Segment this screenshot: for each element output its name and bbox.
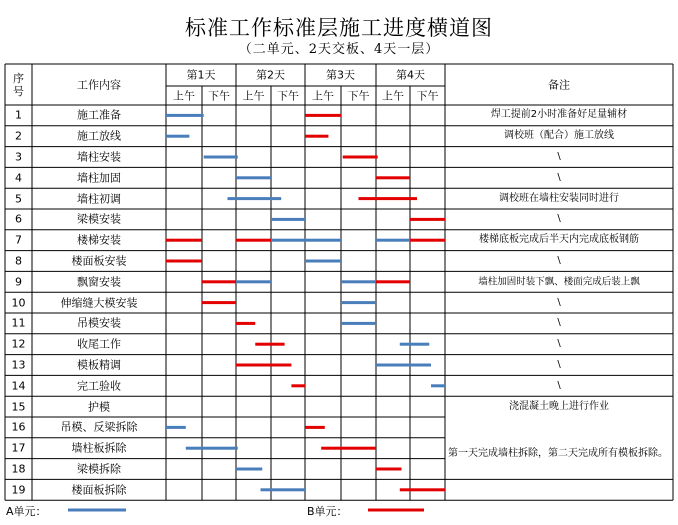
row-remark: \ xyxy=(557,338,561,350)
row-task-name: 楼面板拆除 xyxy=(71,483,127,497)
bar-unit-b xyxy=(359,197,418,200)
legend-a-label: A单元： xyxy=(6,505,47,518)
chart-title: 标准工作标准层施工进度横道图 xyxy=(185,16,493,40)
bar-unit-a xyxy=(376,239,410,242)
header-pm: 下午 xyxy=(208,89,230,102)
bar-unit-a xyxy=(376,364,431,367)
row-remark: \ xyxy=(557,171,561,183)
bar-unit-a xyxy=(236,176,271,179)
header-work: 工作内容 xyxy=(77,78,121,91)
bar-unit-b xyxy=(236,364,291,367)
bar-unit-b xyxy=(305,114,341,117)
merged-remark: 第一天完成墙柱拆除，第二天完成所有模板拆除。 xyxy=(448,447,668,459)
row-number: 7 xyxy=(15,233,22,247)
row-number: 11 xyxy=(11,316,26,330)
row-task-name: 吊模、反梁拆除 xyxy=(60,420,138,434)
legend-b-label: B单元： xyxy=(307,505,348,518)
row-task-name: 楼面板安装 xyxy=(71,254,127,268)
row-remark: \ xyxy=(557,296,561,308)
header-day-2: 第2天 xyxy=(256,68,285,82)
header-day-1: 第1天 xyxy=(186,68,216,82)
bar-unit-b xyxy=(305,426,325,429)
row-number: 10 xyxy=(11,296,26,310)
row-remark: 调校班在墙柱安装同时进行 xyxy=(499,192,619,204)
header-am: 上午 xyxy=(242,89,265,102)
row-remark: \ xyxy=(557,151,561,162)
bar-unit-a xyxy=(204,156,238,159)
row-task-name: 收尾工作 xyxy=(77,337,121,351)
chart-subtitle: （二单元、2天交板、4天一层） xyxy=(238,42,440,57)
row-remark: \ xyxy=(557,379,561,391)
row-task-name: 梁模安装 xyxy=(77,212,121,226)
row-remark: 焊工提前2小时准备好足量辅材 xyxy=(490,109,628,121)
row-number: 12 xyxy=(11,337,26,351)
row-number: 17 xyxy=(11,441,26,455)
bar-unit-a xyxy=(261,488,306,491)
header-pm: 下午 xyxy=(416,89,439,102)
bar-unit-a xyxy=(186,447,238,450)
bar-unit-b xyxy=(410,218,445,221)
row-number: 5 xyxy=(15,192,22,206)
row-task-name: 吊模安装 xyxy=(77,316,121,330)
row-remark: \ xyxy=(557,213,561,225)
row-remark: 浇混凝土晚上进行作业 xyxy=(509,400,609,412)
bar-unit-b xyxy=(343,156,378,159)
legend-bar-a xyxy=(68,509,126,512)
bar-unit-a xyxy=(305,260,341,263)
bar-unit-a xyxy=(166,114,204,117)
row-task-name: 楼梯安装 xyxy=(77,233,121,247)
row-task-name: 墙柱安装 xyxy=(77,150,121,164)
bar-unit-a xyxy=(166,135,189,138)
bar-unit-a xyxy=(236,280,271,283)
bar-unit-a xyxy=(228,197,282,200)
bar-unit-b xyxy=(236,322,255,325)
row-number: 15 xyxy=(11,400,26,414)
row-remark: \ xyxy=(557,317,561,329)
bar-unit-b xyxy=(236,239,271,242)
row-task-name: 梁模拆除 xyxy=(77,462,121,476)
header-day-4: 第4天 xyxy=(396,68,425,82)
bar-unit-a xyxy=(271,239,341,242)
header-pm: 下午 xyxy=(347,89,370,102)
header-am: 上午 xyxy=(382,89,404,102)
bar-unit-a xyxy=(166,426,186,429)
row-task-name: 施工放线 xyxy=(77,129,121,143)
row-remark: 墙柱加固时装下飘、楼面完成后装上飘 xyxy=(478,276,640,288)
bar-unit-b xyxy=(166,260,202,263)
row-number: 6 xyxy=(15,212,22,226)
legend-bar-b xyxy=(368,509,424,512)
header-am: 上午 xyxy=(173,89,195,102)
bar-unit-b xyxy=(321,447,376,450)
row-number: 9 xyxy=(15,275,22,289)
bar-unit-a xyxy=(400,343,429,346)
row-remark: \ xyxy=(557,359,561,370)
row-task-name: 护模 xyxy=(88,400,110,414)
row-number: 14 xyxy=(11,379,26,393)
row-task-name: 伸缩缝大模安装 xyxy=(60,296,138,310)
row-remark: \ xyxy=(557,255,561,266)
header-day-3: 第3天 xyxy=(326,68,355,82)
row-number: 4 xyxy=(15,171,22,185)
row-task-name: 墙柱加固 xyxy=(77,171,121,185)
row-task-name: 墙柱板拆除 xyxy=(71,441,127,455)
row-task-name: 完工验收 xyxy=(77,379,121,393)
bar-unit-b xyxy=(410,239,445,242)
row-number: 19 xyxy=(11,483,26,497)
bar-unit-a xyxy=(341,280,376,283)
row-number: 1 xyxy=(15,108,22,122)
row-remark: 楼梯底板完成后半天内完成底板钢筋 xyxy=(479,234,639,246)
bar-unit-b xyxy=(400,488,445,491)
bar-unit-b xyxy=(376,468,402,471)
bar-unit-a xyxy=(341,322,376,325)
bar-unit-b xyxy=(202,280,236,283)
row-number: 16 xyxy=(11,420,26,434)
row-task-name: 模板精调 xyxy=(77,358,121,372)
bar-unit-a xyxy=(236,468,262,471)
bar-unit-b xyxy=(166,239,202,242)
row-number: 3 xyxy=(15,150,22,164)
header-pm: 下午 xyxy=(277,89,299,102)
bar-unit-b xyxy=(376,176,410,179)
header-am: 上午 xyxy=(312,89,334,102)
row-number: 8 xyxy=(15,254,22,268)
header-remarks: 备注 xyxy=(548,78,570,91)
bar-unit-b xyxy=(376,280,410,283)
bar-unit-a xyxy=(271,218,305,221)
row-remark: 调校班（配合）施工放线 xyxy=(504,130,614,142)
bar-unit-a xyxy=(341,301,376,304)
row-number: 2 xyxy=(15,129,22,143)
bar-unit-a xyxy=(431,384,445,387)
bar-unit-b xyxy=(255,343,284,346)
row-task-name: 施工准备 xyxy=(77,108,121,122)
header-seq: 序号 xyxy=(13,71,24,98)
row-task-name: 墙柱初调 xyxy=(77,192,121,206)
row-task-name: 飘窗安装 xyxy=(77,275,121,289)
bar-unit-b xyxy=(291,384,305,387)
row-number: 18 xyxy=(11,462,26,476)
bar-unit-b xyxy=(305,135,328,138)
row-number: 13 xyxy=(11,358,26,372)
bar-unit-b xyxy=(202,301,236,304)
